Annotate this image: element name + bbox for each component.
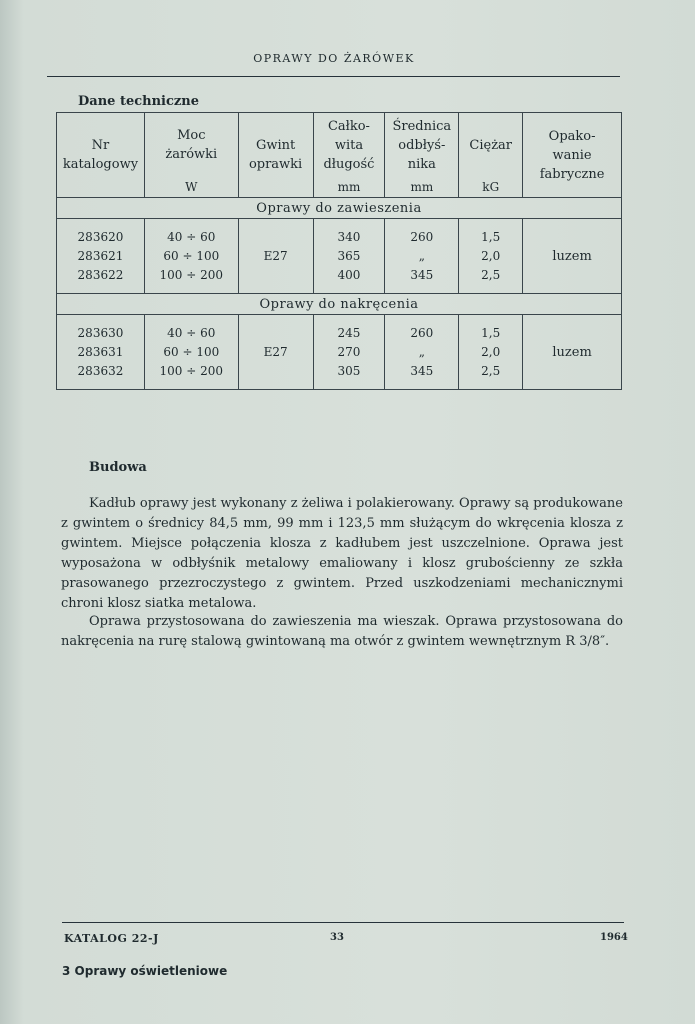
unit-moc: W [144, 177, 238, 198]
unit-dlugosc: mm [313, 177, 385, 198]
cell-ciezar: 1,5 2,0 2,5 [459, 219, 523, 294]
page-number: 33 [330, 932, 344, 943]
cell-opakowanie: luzem [523, 219, 622, 294]
header-moc: Moc żarówki [144, 113, 238, 178]
group-title: Oprawy do zawieszenia [57, 198, 622, 219]
cell-moc: 40 ÷ 60 60 ÷ 100 100 ÷ 200 [144, 219, 238, 294]
table-row [57, 219, 622, 294]
header-rule [47, 76, 620, 77]
cell-srednica: 260 „ 345 [385, 315, 459, 390]
catalog-label: KATALOG 22-J [64, 932, 159, 945]
group-title-row [57, 294, 622, 315]
table-header-row [57, 113, 622, 178]
cell-opakowanie: luzem [523, 315, 622, 390]
header-gwint: Gwint oprawki [238, 113, 313, 198]
header-dlugosc: Całko- wita długość [313, 113, 385, 178]
technical-data-table [56, 112, 622, 390]
cell-ciezar: 1,5 2,0 2,5 [459, 315, 523, 390]
table-row [57, 315, 622, 390]
cell-moc: 40 ÷ 60 60 ÷ 100 100 ÷ 200 [144, 315, 238, 390]
cell-srednica: 260 „ 345 [385, 219, 459, 294]
cell-nr: 283620 283621 283622 [57, 219, 145, 294]
group-title: Oprawy do nakręcenia [57, 294, 622, 315]
cell-dlugosc: 340 365 400 [313, 219, 385, 294]
header-opakowanie: Opako- wanie fabryczne [523, 113, 622, 198]
section-title: Dane techniczne [78, 94, 199, 109]
cell-gwint: E27 [238, 315, 313, 390]
header-nr-katalogowy: Nr katalogowy [57, 113, 145, 198]
unit-srednica: mm [385, 177, 459, 198]
header-ciezar: Ciężar [459, 113, 523, 178]
body-paragraph: Kadłub oprawy jest wykonany z żeliwa i polakierowany. Oprawy są produkowane z gwintem o średnicy 84,5 mm, 99 mm i 123,5 mm służącym do wkręcenia klosza z gwintem. Miejsce połączenia klosza z kadłubem jest uszczelnione. Oprawa jest wyposażona w odbłyśnik metalowy emaliowany i klosz grubościenny ze szkła prasowanego przezroczystego z gwintem. Przed uszkodzeniami mechanicznymi chroni klosz siatka metalowa. [61, 496, 623, 611]
signature-note: 3 Oprawy oświetleniowe [62, 964, 228, 978]
budowa-heading: Budowa [89, 460, 147, 475]
running-head: OPRAWY DO ŻARÓWEK [253, 52, 415, 65]
unit-ciezar: kG [459, 177, 523, 198]
body-paragraph: Oprawa przystosowana do zawieszenia ma wieszak. Oprawa przystosowana do nakręcenia na rurę stalową gwintowaną ma otwór z gwintem wewnętrznym R 3/8″. [61, 614, 623, 649]
cell-gwint: E27 [238, 219, 313, 294]
year-label: 1964 [600, 932, 628, 943]
group-title-row [57, 198, 622, 219]
cell-dlugosc: 245 270 305 [313, 315, 385, 390]
cell-nr: 283630 283631 283632 [57, 315, 145, 390]
footer-rule [62, 922, 624, 923]
header-srednica: Średnica odbłyś- nika [385, 113, 459, 178]
